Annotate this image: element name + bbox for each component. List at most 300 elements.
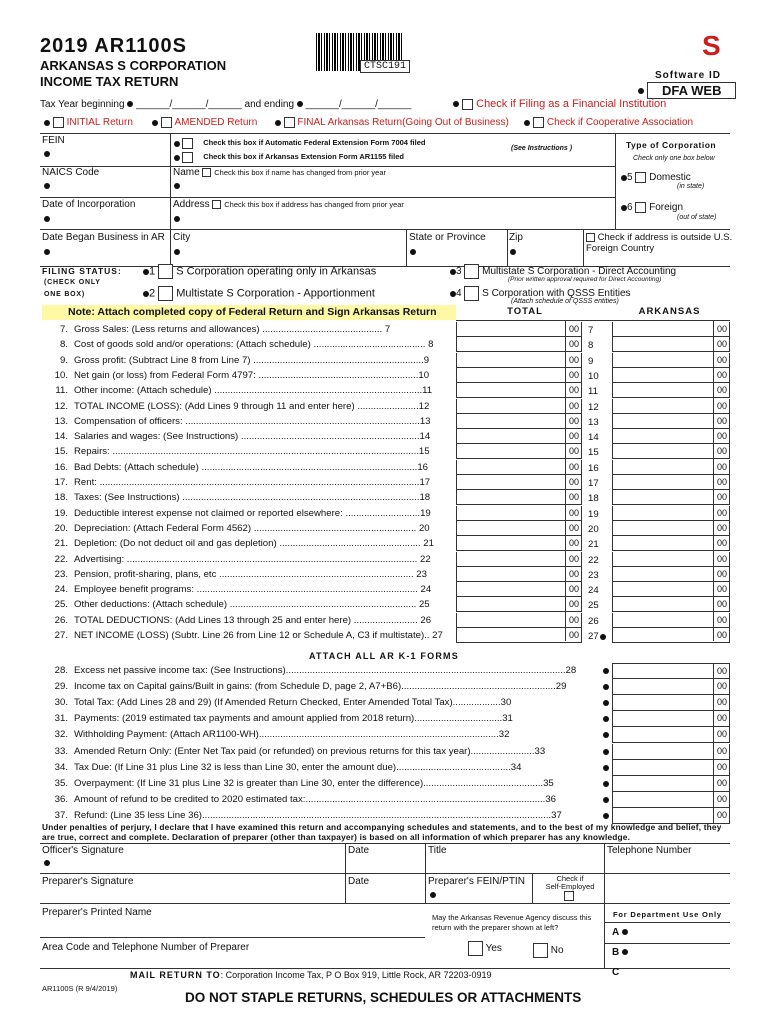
fin-inst-checkbox[interactable] [462,99,473,110]
line-description: TOTAL INCOME (LOSS): (Add Lines 9 through 11 and enter here) .......................12 [74,400,430,412]
final-return-checkbox[interactable] [284,117,295,128]
line-description: Amount of refund to be credited to 2020 estimated tax:..........................................................................................36 [74,793,557,805]
fin-inst-row [453,98,666,110]
cents-value: 00 [716,369,727,380]
line-number: 32. [54,729,68,741]
total-amount-field[interactable] [456,460,582,475]
line-description: Tax Due: (If Line 31 plus Line 32 is less than Line 30, enter the amount due)...........................................34 [74,761,522,773]
naics-input[interactable] [44,178,164,194]
line-description: Employee benefit programs: ................................................................................... 24 [74,584,432,596]
cents-value: 00 [568,477,579,487]
bullet-icon [174,141,180,147]
bullet-icon [44,860,50,866]
cents-value: 00 [716,761,727,772]
cents-value: 00 [716,568,727,579]
line-item [42,414,456,430]
line-number: 37. [54,809,68,821]
cents-value: 00 [716,584,727,595]
column-line-number: 23 [588,569,599,581]
fin-inst-label: Check if Filing as a Financial Institution [476,98,667,110]
officer-signature-label: Officer's Signature [42,845,124,856]
line-description: Amended Return Only: (Enter Net Tax paid (or refunded) on previous returns for this tax year)........................33 [74,745,546,757]
column-line-number: 9 [588,355,594,367]
bullet-icon [44,249,50,255]
total-amount-field[interactable] [456,444,582,459]
line-description: Net gain (or loss) from Federal Form 4797: ............................................................10 [74,369,430,381]
officer-signature-field[interactable] [52,856,337,871]
line-number: 23. [54,568,68,580]
opt6-number: 6 [627,202,633,214]
line-description: Repairs: ...................................................................................................................15 [74,446,430,458]
dept-b-row [612,947,628,958]
dept-b-label: B [612,947,620,958]
column-line-number: 20 [588,523,599,535]
discuss-yes-row [468,941,502,956]
cents-value: 00 [716,553,727,564]
column-line-number: 15 [588,447,599,459]
line-number: 10. [54,369,68,381]
area-code-label: Area Code and Telephone Number of Preparer [42,942,250,953]
line-number: 16. [54,461,68,473]
incorp-input[interactable] [44,210,164,226]
bullet-icon [603,749,609,755]
total-amount-field[interactable] [456,414,582,429]
cents-value: 00 [716,713,727,724]
in-state-note: (in state) [677,183,705,190]
line-description: Withholding Payment: (Attach AR1100-WH)..........................................................................................32 [74,729,510,741]
bullet-icon [174,183,180,189]
form-revision: AR1100S (R 9/4/2019) [42,984,118,993]
column-line-number: 26 [588,615,599,627]
name-changed-label: Check this box if name has changed from prior year [214,168,386,177]
line-description: Pension, profit-sharing, plans, etc ......................................................................... 23 [74,568,427,580]
line-description: Gross profit: (Subtract Line 8 from Line 7) ................................................................9 [74,354,430,366]
name-row [173,167,386,178]
cents-value: 00 [716,793,727,804]
out-state-note: (out of state) [677,214,717,221]
name-input[interactable] [182,178,602,194]
opt3-number: 3 [456,266,462,278]
total-amount-field[interactable] [456,337,582,352]
perjury-statement: Under penalties of perjury, I declare that I have examined this return and accompanying schedules and statements, and to the best of my knowledge and belief, they are true, correct and complete. Declaration of preparer (other than taxpayer) is based on all information of which preparer has any knowledge. [42,822,722,842]
ext7004-label: Check this box if Automatic Federal Extension Form 7004 filed [203,138,426,148]
initial-return-label: INITIAL Return [66,117,133,129]
name-label: Name [173,167,200,178]
tax-year-ending-label: and ending [244,99,295,110]
cents-value: 00 [568,538,579,549]
cents-value: 00 [568,553,579,564]
name-changed-checkbox[interactable] [202,168,211,177]
no-staple-notice: DO NOT STAPLE RETURNS, SCHEDULES OR ATTACHMENTS [185,990,582,1005]
total-amount-field[interactable] [456,490,582,505]
discuss-no-checkbox[interactable] [533,943,548,958]
column-line-number: 21 [588,539,599,551]
total-amount-field[interactable] [456,353,582,368]
line-description: Deductible interest expense not claimed or reported elsewhere: ............................19 [74,507,431,519]
bullet-icon [524,120,530,126]
cents-value: 00 [716,538,727,549]
cents-value: 00 [716,446,727,457]
line-number: 26. [54,614,68,626]
discuss-yes-checkbox[interactable] [468,941,483,956]
line-number: 12. [54,400,68,412]
initial-return-checkbox[interactable] [53,117,64,128]
foreign-country-label: Foreign Country [586,243,655,254]
line-number: 13. [54,415,68,427]
total-amount-field[interactable] [456,628,582,643]
cents-value: 00 [568,324,579,334]
cents-value: 00 [568,354,579,365]
final-return-label: FINAL Arkansas Return(Going Out of Business) [297,117,509,129]
column-line-number: 12 [588,401,599,413]
line-description: Other income: (Attach schedule) ..............................................................................11 [74,385,433,397]
line-item [42,490,456,506]
cents-value: 00 [716,729,727,740]
filing-opt4-checkbox[interactable] [464,286,479,301]
bullet-icon [297,101,303,107]
self-employed-checkbox[interactable] [564,891,574,901]
dept-c-label: C [612,967,620,978]
filing-opt2-checkbox[interactable] [158,286,173,301]
line-description: Advertising: ............................................................................................................. 22 [74,553,431,565]
ext7004-checkbox[interactable] [182,138,193,149]
domestic-checkbox[interactable] [635,172,646,183]
return-type-row [44,117,693,128]
address-row [173,199,404,210]
bullet-icon [275,120,281,126]
bullet-icon [638,88,644,94]
cents-value: 00 [716,385,727,396]
bullet-icon [622,929,628,935]
cents-value: 00 [716,400,727,411]
bullet-icon [603,765,609,771]
line-description: Bad Debts: (Attach schedule) .................................................................................16 [74,461,429,473]
bullet-icon [603,797,609,803]
self-employed-label: Self-Employed [545,882,595,891]
naics-label: NAICS Code [42,167,100,178]
tax-year-end-date[interactable]: ______/______/______ [305,99,412,110]
arkansas-column-header: ARKANSAS [638,306,701,317]
line-item [42,475,456,491]
telephone-label: Telephone Number [607,845,692,856]
cents-value: 00 [568,614,579,625]
line-description: Depletion: (Do not deduct oil and gas depletion) ..................................................... 21 [74,538,434,550]
discuss-line2: return with the preparer shown at left? [432,923,559,932]
cents-value: 00 [716,461,727,472]
discuss-no-row [533,943,564,958]
bullet-icon [603,684,609,690]
column-line-number: 13 [588,416,599,428]
coop-label: Check if Cooperative Association [546,117,694,129]
line-number: 11. [55,385,68,397]
cents-value: 00 [568,568,579,579]
line-number: 31. [54,713,68,725]
cents-value: 00 [568,584,579,595]
line-number: 17. [54,477,68,488]
line-item [42,792,605,808]
bullet-icon [603,716,609,722]
domestic-row [621,172,691,183]
cents-value: 00 [716,507,727,518]
cents-value: 00 [716,415,727,426]
bullet-icon [174,216,180,222]
cents-value: 00 [716,697,727,708]
line-item [42,322,456,338]
filing-opt3-label: Multistate S Corporation - Direct Accounting [482,266,677,278]
mail-return-line [130,970,492,980]
filing-opt3-checkbox[interactable] [464,264,479,279]
discuss-no-label: No [550,945,564,957]
cents-value: 00 [568,339,579,350]
total-amount-field[interactable] [456,536,582,551]
line-description: Depreciation: (Attach Federal Form 4562) ............................................................. 20 [74,522,430,534]
bullet-icon [44,120,50,126]
line-item [42,353,456,369]
cents-value: 00 [716,354,727,365]
line-description: Excess net passive income tax: (See Instructions).........................................................................................................28 [74,665,577,676]
check-one-note: Check only one box below [633,155,715,162]
foreign-label: Foreign [649,202,684,214]
corp-title-line1: ARKANSAS S CORPORATION [40,58,227,73]
cents-value: 00 [568,369,579,380]
line-number: 21. [54,538,68,550]
total-amount-field[interactable] [456,399,582,414]
address-input[interactable] [182,210,602,226]
line-description: NET INCOME (LOSS) (Subtr. Line 26 from Line 12 or Schedule A, C3 if multistate).. 27 [74,630,443,641]
line-item [42,727,605,743]
filing-opt2-row [143,286,375,301]
cents-value: 00 [716,492,727,503]
bullet-icon [603,813,609,819]
ext1155-checkbox[interactable] [182,152,193,163]
total-amount-field[interactable] [456,506,582,521]
corp-title-line2: INCOME TAX RETURN [40,74,179,89]
line-item [42,582,456,598]
column-line-number: 19 [588,508,599,520]
bullet-icon [430,892,436,898]
dept-use-label: For Department Use Only [613,910,722,919]
s-mark: S [702,30,721,61]
type-corp-label: Type of Corporation [626,140,717,150]
bullet-icon [622,949,628,955]
bullet-icon [603,732,609,738]
outside-us-row [586,232,732,243]
line-number: 7. [59,324,68,335]
tax-year-begin-date[interactable]: ______/______/______ [136,99,242,110]
column-line-number: 27 [588,631,599,642]
amended-return-label: AMENDED Return [174,117,258,129]
dept-a-row [612,927,628,938]
opt5-number: 5 [627,172,633,184]
line-description: Taxes: (See Instructions) .........................................................................................18 [74,492,431,504]
line-number: 24. [54,584,68,596]
discuss-yes-label: Yes [485,943,502,955]
line-number: 28. [54,665,68,676]
line-number: 14. [54,431,68,443]
bullet-icon [174,155,180,161]
line-item [42,399,456,415]
amended-return-checkbox[interactable] [161,117,172,128]
form-title: 2019 AR1100S [40,35,187,57]
line-item [42,744,605,760]
cents-value: 00 [716,809,727,820]
discuss-line1: May the Arkansas Revenue Agency discuss this [432,913,592,922]
filing-opt1-checkbox[interactable] [158,264,173,279]
line-description: Payments: (2019 estimated tax payments and amount applied from 2018 return).................................31 [74,713,513,725]
total-amount-field[interactable] [456,597,582,612]
dfa-web-box: DFA WEB [647,82,736,99]
filing-opt4-label: S Corporation with QSSS Entities [482,288,631,300]
line-item [42,776,605,792]
line-description: Income tax on Capital gains/Built in gains: (from Schedule D, page 2, A7+B6)..........................................................29 [74,681,567,693]
see-instructions-note: (See Instructions ) [511,145,573,152]
software-id-label: Software ID [655,70,722,81]
total-amount-field[interactable] [456,613,582,628]
line-number: 9. [59,354,68,366]
line-description: Total Tax: (Add Lines 28 and 29) (If Amended Return Checked, Enter Amended Total Tax)..................30 [74,697,512,709]
cents-value: 00 [716,630,727,640]
cents-value: 00 [568,492,579,503]
column-line-number: 24 [588,585,599,597]
bullet-icon [603,781,609,787]
line-item [42,613,456,629]
city-input[interactable] [182,244,402,260]
check-only-line2: ONE BOX) [44,291,86,298]
ext7004-row [174,138,425,149]
cents-value: 00 [716,681,727,692]
line-item [42,597,456,613]
filing-status-label: FILING STATUS: [42,266,122,276]
bullet-icon [127,101,133,107]
column-line-number: 11 [588,386,598,398]
cents-value: 00 [716,614,727,625]
cents-value: 00 [568,630,579,640]
cents-value: 00 [568,400,579,411]
column-line-number: 14 [588,432,599,444]
state-label: State or Province [409,232,486,243]
address-label: Address [173,199,210,210]
filing-opt1-label: S Corporation operating only in Arkansas [176,265,377,278]
tax-year-row [40,99,411,110]
total-amount-field[interactable] [456,429,582,444]
line-item [42,444,456,460]
cents-value: 00 [568,431,579,442]
line-number: 8. [59,339,68,351]
city-label: City [173,232,191,243]
line-item [42,460,456,476]
cents-value: 00 [568,599,579,610]
officer-title-label: Title [428,845,447,856]
line-item [42,760,605,776]
line-description: Other deductions: (Attach schedule) ...................................................................... 25 [74,599,430,611]
address-changed-label: Check this box if address has changed from prior year [224,200,404,209]
column-line-number: 7 [588,325,594,336]
check-if-label: Check if [556,874,584,883]
bullet-icon [174,249,180,255]
total-amount-field[interactable] [456,567,582,582]
domestic-label: Domestic [649,172,691,184]
filing-opt2-label: Multistate S Corporation - Apportionment [176,287,375,300]
cents-value: 00 [716,745,727,756]
column-line-number: 22 [588,554,599,566]
federal-return-note: Note: Attach completed copy of Federal Return and Sign Arkansas Return [42,305,456,320]
line-item [42,628,456,644]
foreign-checkbox[interactable] [635,202,646,213]
total-amount-field[interactable] [456,475,582,490]
line-description: Gross Sales: (Less returns and allowances) ............................................. 7 [74,324,391,335]
line-number: 20. [54,522,68,534]
foreign-row [621,202,683,213]
ext1155-label: Check this box if Arkansas Extension Form AR1155 filed [203,152,404,162]
coop-checkbox[interactable] [533,117,544,128]
opt2-number: 2 [149,287,156,300]
line-number: 25. [54,599,68,611]
check-only-line1: (CHECK ONLY [44,279,101,286]
line-item [42,663,605,679]
address-changed-checkbox[interactable] [212,200,221,209]
filing-opt1-row [143,264,376,279]
cents-value: 00 [568,522,579,533]
preparer-date-label: Date [348,876,370,887]
total-amount-field[interactable] [456,368,582,383]
bullet-icon [603,700,609,706]
fein-label: FEIN [42,135,65,146]
line-item [42,695,605,711]
bullet-icon [152,120,158,126]
printed-name-label: Preparer's Printed Name [42,907,152,918]
outside-us-checkbox[interactable] [586,233,595,242]
total-amount-field[interactable] [456,322,582,337]
began-label: Date Began Business in AR [42,232,165,243]
line-item [42,368,456,384]
total-amount-field[interactable] [456,552,582,567]
line-item [42,567,456,583]
total-amount-field[interactable] [456,521,582,536]
column-line-number: 18 [588,493,599,505]
attach-k1-heading: ATTACH ALL AR K-1 FORMS [309,651,459,661]
line-item [42,552,456,568]
outside-us-label: Check if address is outside U.S. [597,232,733,243]
preparer-signature-label: Preparer's Signature [42,876,134,887]
barcode-text: CTSC191 [360,60,410,73]
line-description: Cost of goods sold and/or operations: (Attach schedule) .......................................... 8 [74,339,434,351]
cents-value: 00 [568,385,579,396]
cents-value: 00 [716,477,727,487]
line-item [42,429,456,445]
zip-label: Zip [509,232,523,243]
cents-value: 00 [716,431,727,442]
cents-value: 00 [568,507,579,518]
fein-input[interactable] [44,145,164,161]
line-description: TOTAL DEDUCTIONS: (Add Lines 13 through 25 and enter here) ........................ 26 [74,614,432,626]
line-number: 30. [54,697,68,709]
cents-value: 00 [568,461,579,472]
line-number: 33. [54,745,68,757]
bullet-icon [510,249,516,255]
column-line-number: 8 [588,340,594,352]
total-amount-field[interactable] [456,383,582,398]
preparer-fein-label: Preparer's FEIN/PTIN [428,876,525,887]
incorp-label: Date of Incorporation [42,199,136,210]
total-amount-field[interactable] [456,582,582,597]
line-item [42,383,456,399]
line-number: 36. [54,793,68,805]
dept-a-label: A [612,927,619,938]
opt4-number: 4 [456,288,462,300]
line-item [42,679,605,695]
bullet-icon [453,101,459,107]
line-number: 29. [54,681,68,693]
